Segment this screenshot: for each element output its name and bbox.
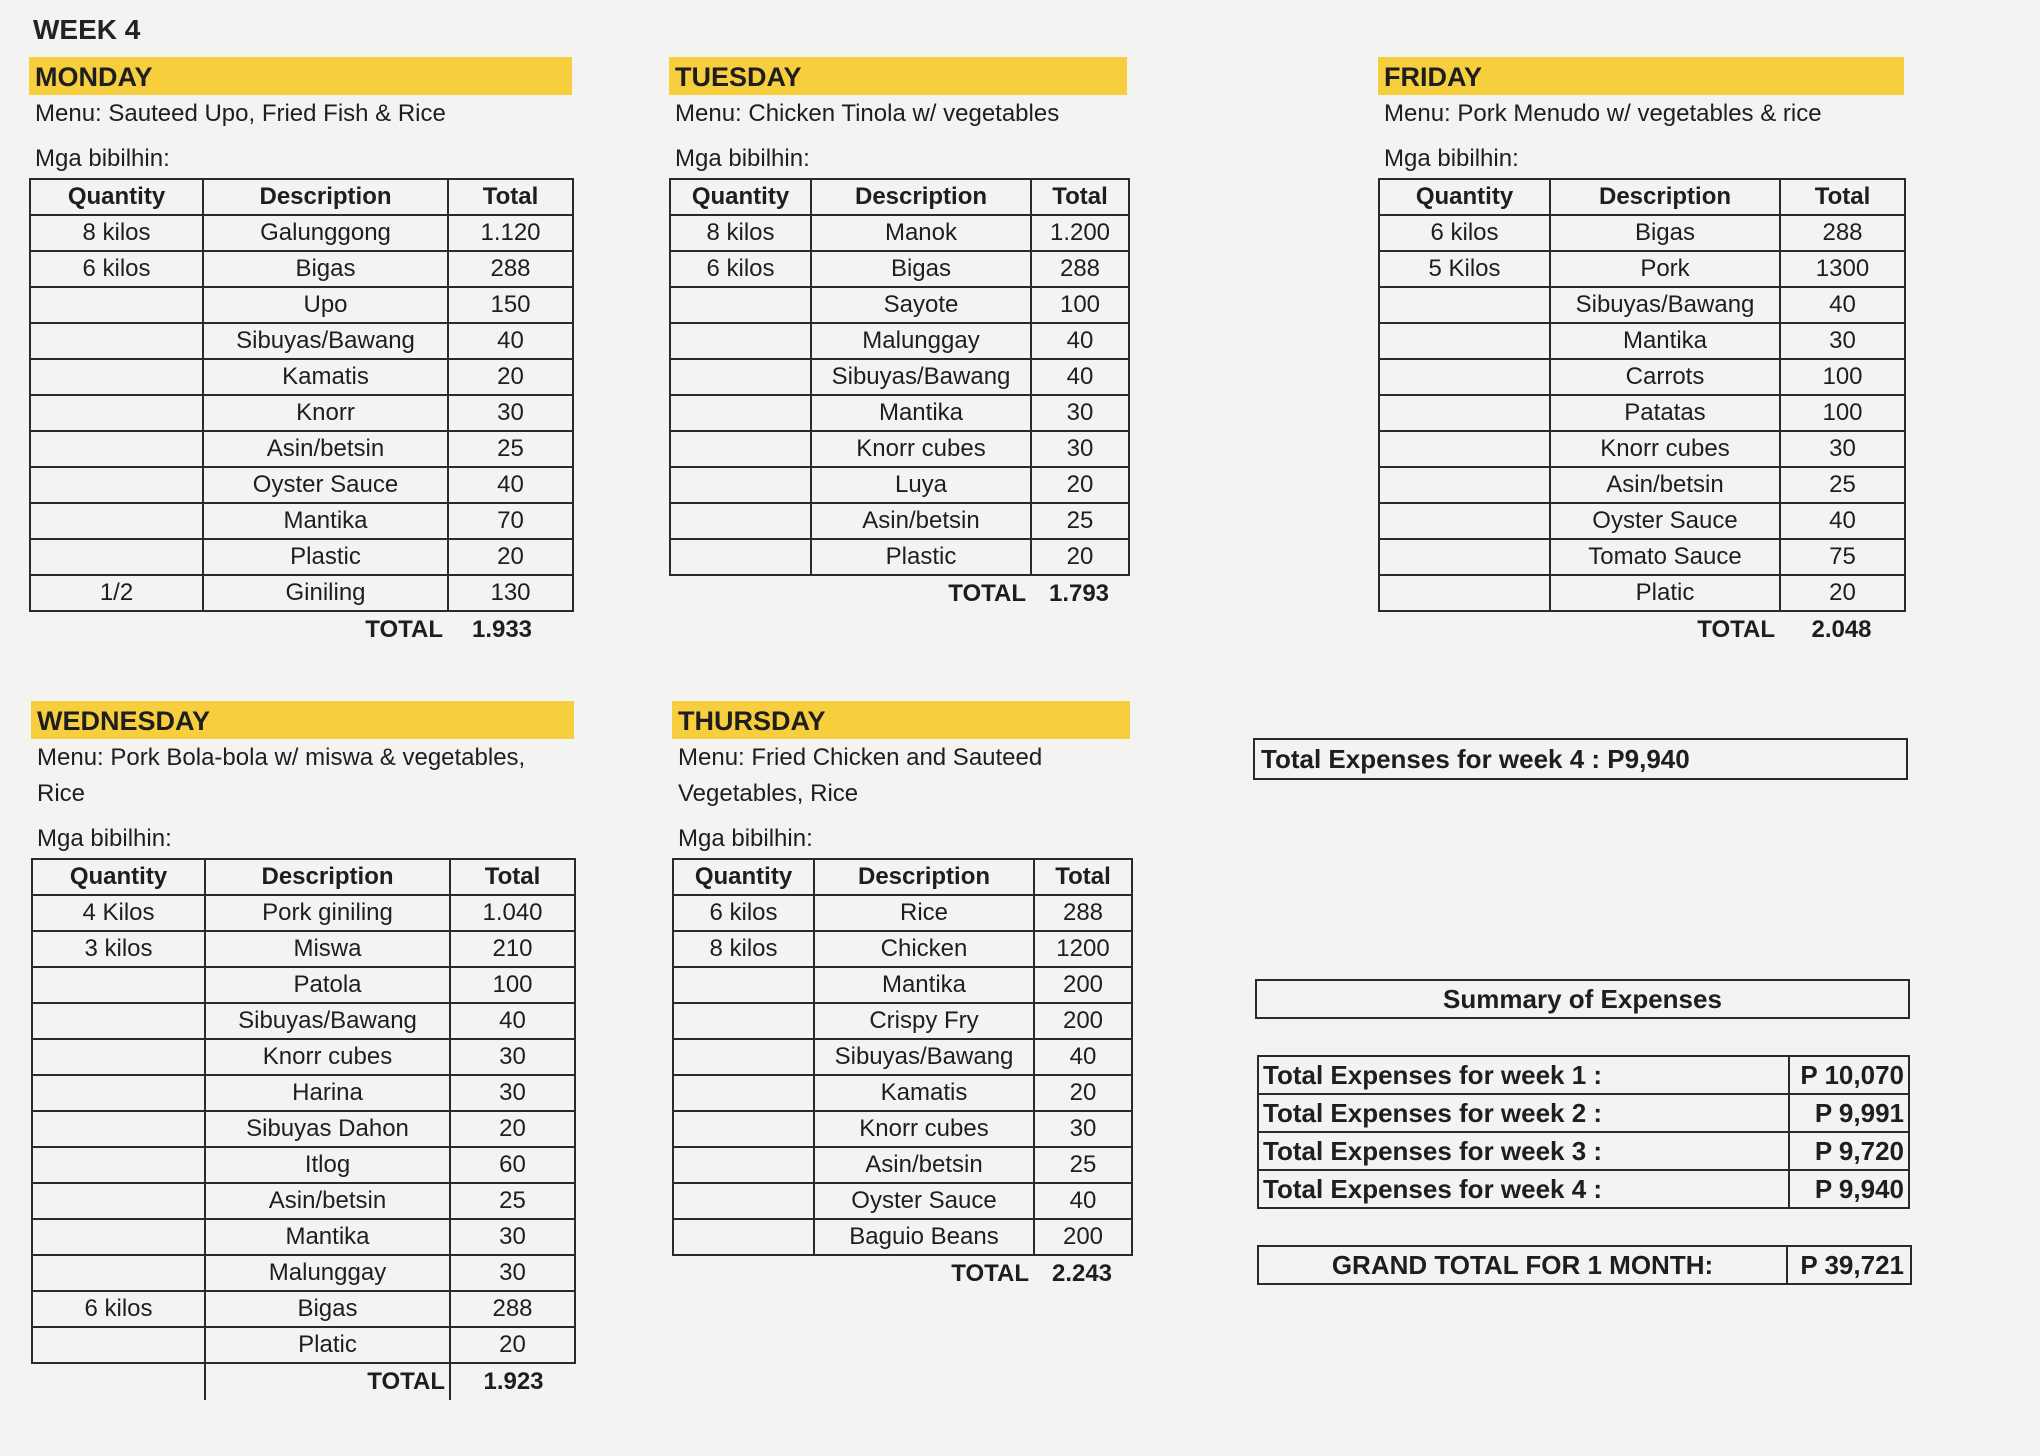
item-row	[1379, 575, 1905, 611]
item-quantity	[1379, 359, 1550, 395]
item-description: Sayote	[811, 287, 1031, 323]
item-description: Itlog	[205, 1147, 450, 1183]
col-header-description: Description	[205, 859, 450, 895]
item-row	[673, 1003, 1132, 1039]
col-header-description: Description	[814, 859, 1034, 895]
item-description: Asin/betsin	[203, 431, 448, 467]
item-row	[670, 431, 1129, 467]
item-row	[673, 967, 1132, 1003]
item-quantity	[670, 395, 811, 431]
items-table	[29, 178, 574, 612]
item-description: Rice	[814, 895, 1034, 931]
item-row	[30, 287, 573, 323]
item-description: Harina	[205, 1075, 450, 1111]
item-quantity: 1/2	[30, 575, 203, 611]
item-row	[673, 1075, 1132, 1111]
item-quantity: 8 kilos	[670, 215, 811, 251]
item-description: Asin/betsin	[811, 503, 1031, 539]
item-description: Bigas	[203, 251, 448, 287]
summary-row-amount: P 9,991	[1789, 1094, 1909, 1132]
item-quantity: 3 kilos	[32, 931, 205, 967]
item-total: 100	[1780, 359, 1905, 395]
item-description: Asin/betsin	[814, 1147, 1034, 1183]
col-header-total: Total	[1780, 179, 1905, 215]
col-header-description: Description	[811, 179, 1031, 215]
item-quantity	[673, 1039, 814, 1075]
item-quantity	[32, 1255, 205, 1291]
item-total: 288	[1031, 251, 1129, 287]
item-total: 60	[450, 1147, 575, 1183]
item-description: Tomato Sauce	[1550, 539, 1780, 575]
item-quantity	[30, 467, 203, 503]
item-total: 130	[448, 575, 573, 611]
item-quantity	[1379, 287, 1550, 323]
item-row	[670, 287, 1129, 323]
item-description: Mantika	[811, 395, 1031, 431]
item-row	[32, 1003, 575, 1039]
item-total: 20	[448, 539, 573, 575]
item-description: Oyster Sauce	[1550, 503, 1780, 539]
summary-row-label: Total Expenses for week 3 :	[1258, 1132, 1789, 1170]
item-total: 30	[1031, 395, 1129, 431]
item-quantity: 6 kilos	[32, 1291, 205, 1327]
item-total: 30	[448, 395, 573, 431]
item-description: Sibuyas/Bawang	[205, 1003, 450, 1039]
item-quantity	[1379, 503, 1550, 539]
item-row	[32, 1291, 575, 1327]
item-row	[1379, 503, 1905, 539]
item-description: Plastic	[203, 539, 448, 575]
item-description: Luya	[811, 467, 1031, 503]
summary-row	[1258, 1056, 1909, 1094]
item-description: Malunggay	[811, 323, 1031, 359]
item-quantity	[1379, 323, 1550, 359]
summary-row	[1258, 1170, 1909, 1208]
item-quantity	[673, 967, 814, 1003]
col-header-quantity: Quantity	[1379, 179, 1550, 215]
col-header-total: Total	[1034, 859, 1132, 895]
item-row	[30, 395, 573, 431]
day-header: FRIDAY	[1378, 57, 1904, 95]
item-row	[1379, 323, 1905, 359]
item-total: 20	[450, 1111, 575, 1147]
item-total: 25	[448, 431, 573, 467]
item-row	[1379, 395, 1905, 431]
col-header-description: Description	[1550, 179, 1780, 215]
item-row	[30, 215, 573, 251]
col-header-total: Total	[450, 859, 575, 895]
menu-text: Menu: Pork Menudo w/ vegetables & rice	[1384, 100, 1822, 127]
col-header-total: Total	[448, 179, 573, 215]
item-total: 40	[1031, 323, 1129, 359]
total-value: 2.048	[1811, 616, 1872, 643]
item-row	[673, 1183, 1132, 1219]
item-description: Mantika	[1550, 323, 1780, 359]
item-total: 30	[1034, 1111, 1132, 1147]
col-header-quantity: Quantity	[673, 859, 814, 895]
item-quantity: 8 kilos	[30, 215, 203, 251]
total-label: TOTAL	[1697, 616, 1775, 643]
item-quantity	[32, 1003, 205, 1039]
item-description: Oyster Sauce	[203, 467, 448, 503]
item-row	[1379, 431, 1905, 467]
summary-row-amount: P 9,940	[1789, 1170, 1909, 1208]
item-row	[32, 931, 575, 967]
item-total: 25	[1034, 1147, 1132, 1183]
item-row	[32, 1255, 575, 1291]
item-row	[670, 251, 1129, 287]
item-row	[30, 467, 573, 503]
item-row	[673, 1219, 1132, 1255]
item-quantity	[673, 1075, 814, 1111]
total-label: TOTAL	[206, 1364, 451, 1400]
item-description: Patatas	[1550, 395, 1780, 431]
item-quantity	[30, 503, 203, 539]
total-line	[669, 576, 1130, 612]
item-description: Knorr	[203, 395, 448, 431]
mga-bibilhin-label: Mga bibilhin:	[675, 145, 810, 172]
item-description: Mantika	[814, 967, 1034, 1003]
col-header-quantity: Quantity	[670, 179, 811, 215]
item-quantity: 8 kilos	[673, 931, 814, 967]
day-section-tuesday	[669, 57, 1130, 612]
total-label: TOTAL	[951, 1260, 1029, 1287]
item-quantity	[673, 1147, 814, 1183]
item-description: Pork giniling	[205, 895, 450, 931]
total-value: 2.243	[1051, 1260, 1113, 1287]
item-row	[30, 431, 573, 467]
item-quantity	[673, 1183, 814, 1219]
item-description: Crispy Fry	[814, 1003, 1034, 1039]
day-section-friday	[1378, 57, 1906, 648]
total-label: TOTAL	[948, 580, 1026, 607]
item-row	[32, 1147, 575, 1183]
item-description: Platic	[1550, 575, 1780, 611]
item-quantity	[670, 503, 811, 539]
item-row	[670, 503, 1129, 539]
item-description: Sibuyas Dahon	[205, 1111, 450, 1147]
item-quantity	[673, 1111, 814, 1147]
summary-row-label: Total Expenses for week 1 :	[1258, 1056, 1789, 1094]
item-description: Asin/betsin	[205, 1183, 450, 1219]
item-quantity	[1379, 575, 1550, 611]
item-quantity	[670, 539, 811, 575]
item-row	[32, 1039, 575, 1075]
item-description: Giniling	[203, 575, 448, 611]
item-row	[673, 931, 1132, 967]
item-total: 200	[1034, 967, 1132, 1003]
item-quantity	[670, 287, 811, 323]
item-total: 40	[448, 467, 573, 503]
item-row	[32, 967, 575, 1003]
menu-text-line2: Vegetables, Rice	[678, 780, 859, 807]
item-total: 1.120	[448, 215, 573, 251]
week-title: WEEK 4	[33, 14, 141, 45]
total-line	[29, 612, 574, 648]
item-total: 20	[448, 359, 573, 395]
grand-total-box	[1257, 1245, 1912, 1285]
day-header: MONDAY	[29, 57, 572, 95]
col-header-quantity: Quantity	[30, 179, 203, 215]
item-total: 20	[450, 1327, 575, 1363]
menu-text-line1: Menu: Fried Chicken and Sauteed	[678, 744, 1043, 771]
item-row	[32, 1183, 575, 1219]
item-quantity	[670, 359, 811, 395]
item-row	[1379, 215, 1905, 251]
item-row	[1379, 287, 1905, 323]
item-quantity	[30, 287, 203, 323]
item-row	[32, 1327, 575, 1363]
menu-text-line1: Menu: Pork Bola-bola w/ miswa & vegetables,	[37, 744, 526, 771]
item-quantity	[670, 323, 811, 359]
blank-cell	[31, 1364, 206, 1400]
item-total: 20	[1780, 575, 1905, 611]
item-description: Knorr cubes	[814, 1111, 1034, 1147]
item-description: Bigas	[205, 1291, 450, 1327]
item-total: 100	[450, 967, 575, 1003]
item-description: Upo	[203, 287, 448, 323]
total-value: 1.793	[1048, 580, 1110, 607]
item-total: 288	[1780, 215, 1905, 251]
item-description: Pork	[1550, 251, 1780, 287]
item-total: 210	[450, 931, 575, 967]
item-description: Patola	[205, 967, 450, 1003]
item-row	[673, 1039, 1132, 1075]
grand-total-label: GRAND TOTAL FOR 1 MONTH:	[1259, 1247, 1788, 1283]
total-line	[1378, 612, 1906, 648]
total-value: 1.933	[471, 616, 533, 643]
day-section-monday	[29, 57, 574, 648]
summary-row	[1258, 1132, 1909, 1170]
item-total: 200	[1034, 1219, 1132, 1255]
item-row	[32, 1219, 575, 1255]
item-quantity	[30, 395, 203, 431]
item-total: 40	[1780, 503, 1905, 539]
item-total: 40	[1780, 287, 1905, 323]
item-row	[30, 323, 573, 359]
items-table	[672, 858, 1133, 1256]
item-row	[30, 359, 573, 395]
summary-title: Summary of Expenses	[1255, 979, 1910, 1019]
item-row	[670, 467, 1129, 503]
item-total: 30	[450, 1075, 575, 1111]
item-total: 75	[1780, 539, 1905, 575]
item-description: Knorr cubes	[1550, 431, 1780, 467]
week-total-box: Total Expenses for week 4 : P9,940	[1253, 738, 1908, 780]
item-total: 25	[450, 1183, 575, 1219]
item-description: Galunggong	[203, 215, 448, 251]
item-row	[673, 895, 1132, 931]
mga-bibilhin-label: Mga bibilhin:	[35, 145, 170, 172]
item-description: Mantika	[203, 503, 448, 539]
item-total: 288	[1034, 895, 1132, 931]
item-total: 40	[448, 323, 573, 359]
item-row	[30, 539, 573, 575]
item-quantity: 6 kilos	[670, 251, 811, 287]
item-total: 100	[1031, 287, 1129, 323]
item-total: 20	[1031, 467, 1129, 503]
grand-total-amount: P 39,721	[1800, 1250, 1904, 1280]
items-table	[31, 858, 576, 1364]
summary-row-label: Total Expenses for week 2 :	[1258, 1094, 1789, 1132]
menu-text: Menu: Sauteed Upo, Fried Fish & Rice	[35, 100, 446, 127]
item-quantity	[30, 359, 203, 395]
item-description: Oyster Sauce	[814, 1183, 1034, 1219]
item-total: 150	[448, 287, 573, 323]
item-description: Plastic	[811, 539, 1031, 575]
item-quantity	[1379, 467, 1550, 503]
item-total: 1.200	[1031, 215, 1129, 251]
item-total: 1300	[1780, 251, 1905, 287]
item-row	[670, 539, 1129, 575]
mga-bibilhin-label: Mga bibilhin:	[1384, 145, 1519, 172]
day-header: TUESDAY	[669, 57, 1127, 95]
item-description: Kamatis	[814, 1075, 1034, 1111]
item-row	[670, 395, 1129, 431]
item-description: Asin/betsin	[1550, 467, 1780, 503]
item-quantity	[1379, 431, 1550, 467]
item-description: Platic	[205, 1327, 450, 1363]
item-total: 100	[1780, 395, 1905, 431]
item-description: Baguio Beans	[814, 1219, 1034, 1255]
menu-text-line2: Rice	[37, 780, 86, 807]
item-quantity	[32, 967, 205, 1003]
item-total: 40	[450, 1003, 575, 1039]
item-quantity	[30, 431, 203, 467]
item-total: 30	[450, 1255, 575, 1291]
item-row	[673, 1111, 1132, 1147]
item-quantity	[32, 1147, 205, 1183]
item-total: 1200	[1034, 931, 1132, 967]
item-quantity	[30, 323, 203, 359]
menu-text: Menu: Chicken Tinola w/ vegetables	[675, 100, 1060, 127]
item-quantity	[32, 1327, 205, 1363]
item-row	[1379, 359, 1905, 395]
item-total: 30	[1031, 431, 1129, 467]
item-description: Sibuyas/Bawang	[1550, 287, 1780, 323]
item-description: Bigas	[811, 251, 1031, 287]
item-row	[32, 895, 575, 931]
item-total: 40	[1034, 1039, 1132, 1075]
item-total: 288	[448, 251, 573, 287]
item-total: 40	[1034, 1183, 1132, 1219]
total-line	[672, 1256, 1133, 1292]
item-quantity	[670, 467, 811, 503]
item-row	[1379, 539, 1905, 575]
item-total: 200	[1034, 1003, 1132, 1039]
item-row	[670, 215, 1129, 251]
day-section-thursday	[672, 701, 1133, 1292]
item-description: Bigas	[1550, 215, 1780, 251]
day-header: WEDNESDAY	[31, 701, 574, 739]
mga-bibilhin-label: Mga bibilhin:	[678, 825, 813, 852]
item-description: Sibuyas/Bawang	[811, 359, 1031, 395]
item-quantity: 6 kilos	[30, 251, 203, 287]
item-quantity	[673, 1219, 814, 1255]
item-row	[32, 1075, 575, 1111]
item-row	[673, 1147, 1132, 1183]
summary-row-label: Total Expenses for week 4 :	[1258, 1170, 1789, 1208]
item-row	[32, 1111, 575, 1147]
item-description: Miswa	[205, 931, 450, 967]
items-table	[669, 178, 1130, 576]
summary-row-amount: P 10,070	[1789, 1056, 1909, 1094]
item-description: Chicken	[814, 931, 1034, 967]
item-total: 288	[450, 1291, 575, 1327]
item-description: Knorr cubes	[205, 1039, 450, 1075]
item-description: Carrots	[1550, 359, 1780, 395]
item-quantity	[30, 539, 203, 575]
item-quantity	[670, 431, 811, 467]
col-header-quantity: Quantity	[32, 859, 205, 895]
item-quantity	[32, 1183, 205, 1219]
col-header-total: Total	[1031, 179, 1129, 215]
item-quantity	[32, 1111, 205, 1147]
item-quantity	[1379, 539, 1550, 575]
item-total: 25	[1780, 467, 1905, 503]
item-quantity	[1379, 395, 1550, 431]
total-line	[31, 1364, 576, 1400]
item-quantity	[32, 1039, 205, 1075]
item-row	[30, 575, 573, 611]
item-description: Manok	[811, 215, 1031, 251]
item-total: 1.040	[450, 895, 575, 931]
item-row	[1379, 467, 1905, 503]
item-total: 20	[1031, 539, 1129, 575]
item-quantity: 4 Kilos	[32, 895, 205, 931]
summary-row-amount: P 9,720	[1789, 1132, 1909, 1170]
item-quantity	[32, 1075, 205, 1111]
summary-row	[1258, 1094, 1909, 1132]
item-row	[1379, 251, 1905, 287]
item-row	[670, 359, 1129, 395]
item-description: Sibuyas/Bawang	[203, 323, 448, 359]
total-value: 1.923	[483, 1368, 544, 1395]
item-total: 70	[448, 503, 573, 539]
item-total: 20	[1034, 1075, 1132, 1111]
item-description: Knorr cubes	[811, 431, 1031, 467]
item-quantity	[673, 1003, 814, 1039]
item-total: 30	[1780, 323, 1905, 359]
items-table	[1378, 178, 1906, 612]
total-label: TOTAL	[365, 616, 443, 643]
item-description: Kamatis	[203, 359, 448, 395]
day-header: THURSDAY	[672, 701, 1130, 739]
item-total: 40	[1031, 359, 1129, 395]
item-quantity: 6 kilos	[673, 895, 814, 931]
item-row	[670, 323, 1129, 359]
item-quantity	[32, 1219, 205, 1255]
item-total: 25	[1031, 503, 1129, 539]
col-header-description: Description	[203, 179, 448, 215]
item-total: 30	[450, 1219, 575, 1255]
mga-bibilhin-label: Mga bibilhin:	[37, 825, 172, 852]
item-quantity: 6 kilos	[1379, 215, 1550, 251]
item-description: Sibuyas/Bawang	[814, 1039, 1034, 1075]
summary-table	[1257, 1055, 1910, 1209]
item-row	[30, 251, 573, 287]
item-total: 30	[450, 1039, 575, 1075]
item-quantity: 5 Kilos	[1379, 251, 1550, 287]
item-total: 30	[1780, 431, 1905, 467]
item-description: Mantika	[205, 1219, 450, 1255]
day-section-wednesday	[31, 701, 576, 1400]
item-row	[30, 503, 573, 539]
item-description: Malunggay	[205, 1255, 450, 1291]
